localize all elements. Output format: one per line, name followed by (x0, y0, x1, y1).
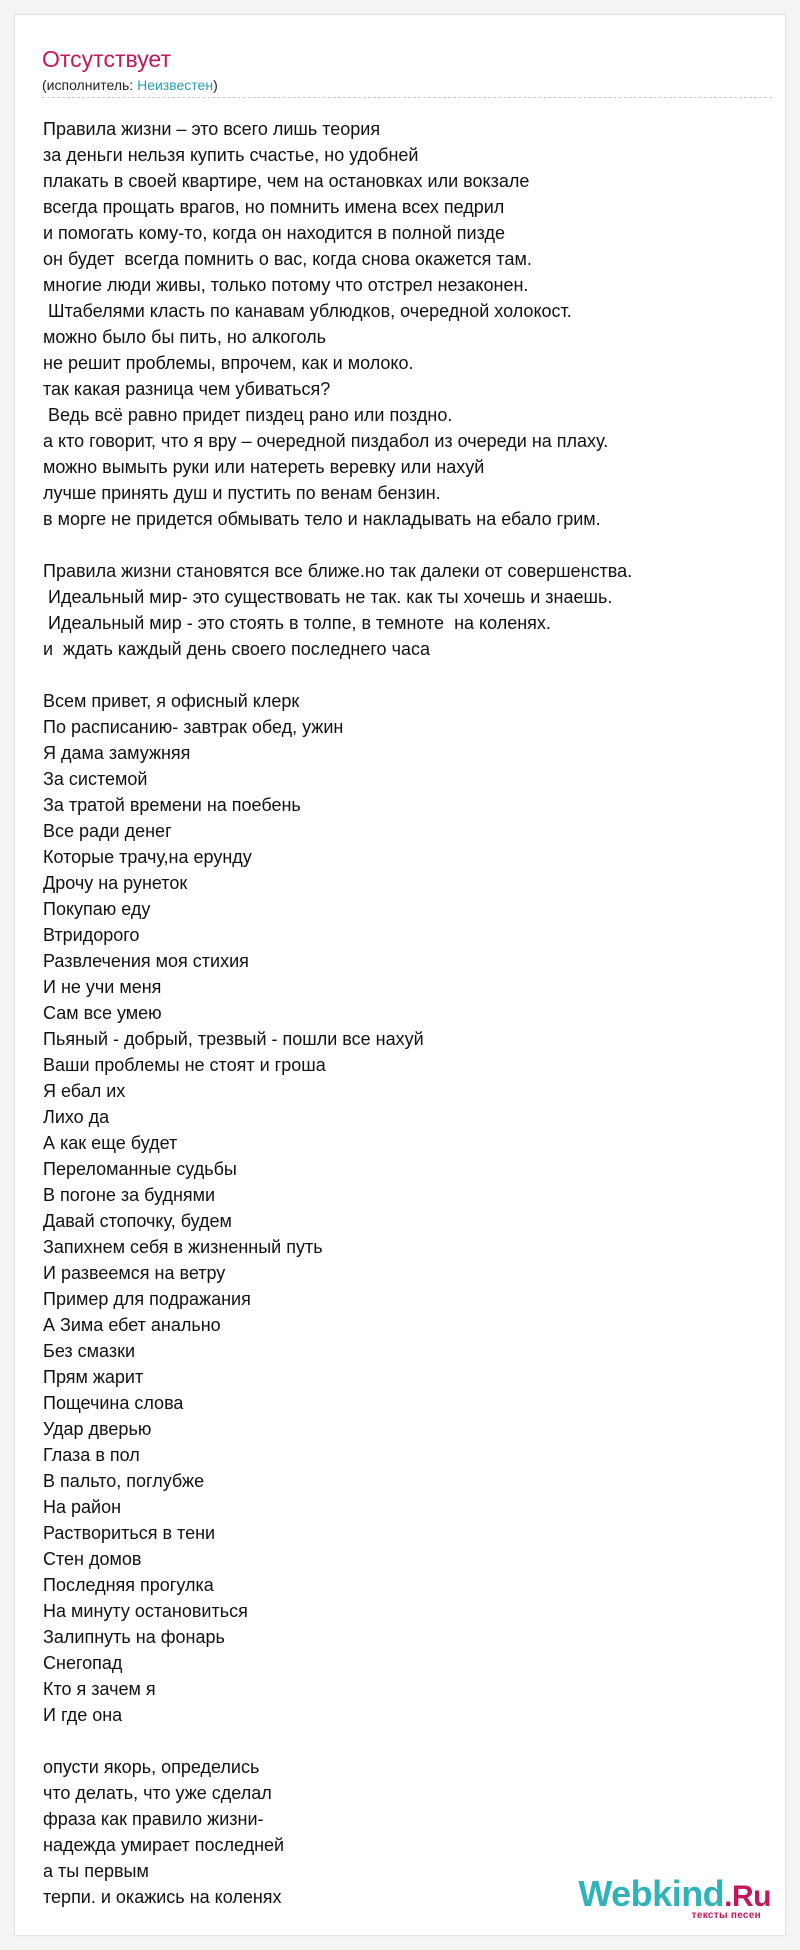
performer-prefix: (исполнитель: (42, 77, 138, 93)
lyrics-line: Всем привет, я офисный клерк (43, 691, 300, 711)
lyrics-line: многие люди живы, только потому что отстрел незаконен. (43, 275, 529, 295)
logo-word-ru: .Ru (724, 1880, 771, 1913)
lyrics-line: Правила жизни – это всего лишь теория (43, 119, 381, 139)
lyrics-line: опусти якорь, определись (43, 1757, 260, 1777)
lyrics-line: и помогать кому-то, когда он находится в полной пизде (43, 223, 505, 243)
lyrics-stanza (43, 116, 783, 532)
lyrics-line: Все ради денег (43, 821, 172, 841)
lyrics-line: Правила жизни становятся все ближе.но так далеки от совершенства. (43, 561, 633, 581)
lyrics-line: Снегопад (43, 1653, 123, 1673)
lyrics-line: А Зима ебет анально (43, 1315, 221, 1335)
artist-link[interactable]: Неизвестен (137, 77, 214, 93)
lyrics-line: Пьяный - добрый, трезвый - пошли все нахуй (43, 1029, 424, 1049)
logo-tagline: тексты песен (691, 1910, 761, 1921)
lyrics-stanza (43, 558, 783, 662)
lyrics-line: И не учи меня (43, 977, 162, 997)
lyrics-line: Давай стопочку, будем (43, 1211, 232, 1231)
lyrics-line: Которые трачу,на ерунду (43, 847, 252, 867)
lyrics-line: Идеальный мир- это существовать не так. как ты хочешь и знаешь. (43, 587, 613, 607)
lyrics-line: А как еще будет (43, 1133, 178, 1153)
lyrics-line: и ждать каждый день своего последнего часа (43, 639, 430, 659)
lyrics-line: Лихо да (43, 1107, 110, 1127)
lyrics-line: Переломанные судьбы (43, 1159, 237, 1179)
lyrics-line: фраза как правило жизни- (43, 1809, 264, 1829)
lyrics-line: Залипнуть на фонарь (43, 1627, 225, 1647)
lyrics-line: надежда умирает последней (43, 1835, 285, 1855)
lyrics-line: а кто говорит, что я вру – очередной пиздабол из очереди на плаху. (43, 431, 609, 451)
lyrics-line: Кто я зачем я (43, 1679, 156, 1699)
lyrics-line: Глаза в пол (43, 1445, 140, 1465)
song-title: Отсутствует (42, 46, 171, 72)
lyrics-line: Запихнем себя в жизненный путь (43, 1237, 323, 1257)
lyrics-line: За тратой времени на поебень (43, 795, 301, 815)
performer-line (42, 76, 218, 94)
lyrics-line: Я дама замужняя (43, 743, 191, 763)
lyrics-body (43, 116, 783, 1936)
lyrics-line: Идеальный мир - это стоять в толпе, в темноте на коленях. (43, 613, 551, 633)
lyrics-line: лучше принять душ и пустить по венам бензин. (43, 483, 441, 503)
lyrics-line: Штабелями класть по канавам ублюдков, очередной холокост. (43, 301, 572, 321)
lyrics-line: можно было бы пить, но алкоголь (43, 327, 327, 347)
lyrics-line: По расписанию- завтрак обед, ужин (43, 717, 344, 737)
lyrics-line: Ведь всё равно придет пиздец рано или поздно. (43, 405, 453, 425)
lyrics-line: не решит проблемы, впрочем, как и молоко. (43, 353, 414, 373)
lyrics-line: Последняя прогулка (43, 1575, 214, 1595)
lyrics-line: что делать, что уже сделал (43, 1783, 272, 1803)
lyrics-line: Пощечина слова (43, 1393, 184, 1413)
lyrics-line: Прям жарит (43, 1367, 144, 1387)
lyrics-line: Стен домов (43, 1549, 142, 1569)
lyrics-line: Дрочу на рунеток (43, 873, 188, 893)
lyrics-line: И развеемся на ветру (43, 1263, 226, 1283)
lyrics-line: Покупаю еду (43, 899, 151, 919)
performer-suffix: ) (213, 77, 218, 93)
lyrics-line: В погоне за буднями (43, 1185, 216, 1205)
lyrics-line: За системой (43, 769, 148, 789)
lyrics-stanza (43, 688, 783, 1728)
lyrics-line: Развлечения моя стихия (43, 951, 249, 971)
lyrics-line: На минуту остановиться (43, 1601, 248, 1621)
lyrics-line: терпи. и окажись на коленях (43, 1887, 282, 1907)
lyrics-line: так какая разница чем убиваться? (43, 379, 331, 399)
lyrics-line: Без смазки (43, 1341, 136, 1361)
lyrics-line: плакать в своей квартире, чем на остановках или вокзале (43, 171, 530, 191)
lyrics-line: Пример для подражания (43, 1289, 251, 1309)
site-logo[interactable] (571, 1875, 771, 1925)
logo-word-webkind: Webkind (578, 1873, 725, 1914)
lyrics-line: а ты первым (43, 1861, 149, 1881)
content-card (14, 14, 786, 1936)
lyrics-line: На район (43, 1497, 122, 1517)
lyrics-line: Я ебал их (43, 1081, 126, 1101)
lyrics-line: Удар дверью (43, 1419, 152, 1439)
lyrics-line: Раствориться в тени (43, 1523, 216, 1543)
lyrics-line: Втридорого (43, 925, 140, 945)
lyrics-line: за деньги нельзя купить счастье, но удобней (43, 145, 419, 165)
lyrics-line: И где она (43, 1705, 123, 1725)
lyrics-line: в морге не придется обмывать тело и накладывать на ебало грим. (43, 509, 601, 529)
lyrics-line: Сам все умею (43, 1003, 162, 1023)
lyrics-line: он будет всегда помнить о вас, когда снова окажется там. (43, 249, 532, 269)
header-divider (42, 97, 772, 98)
lyrics-line: всегда прощать врагов, но помнить имена всех педрил (43, 197, 505, 217)
lyrics-line: В пальто, поглубже (43, 1471, 205, 1491)
lyrics-line: Ваши проблемы не стоят и гроша (43, 1055, 326, 1075)
lyrics-line: можно вымыть руки или натереть веревку или нахуй (43, 457, 485, 477)
